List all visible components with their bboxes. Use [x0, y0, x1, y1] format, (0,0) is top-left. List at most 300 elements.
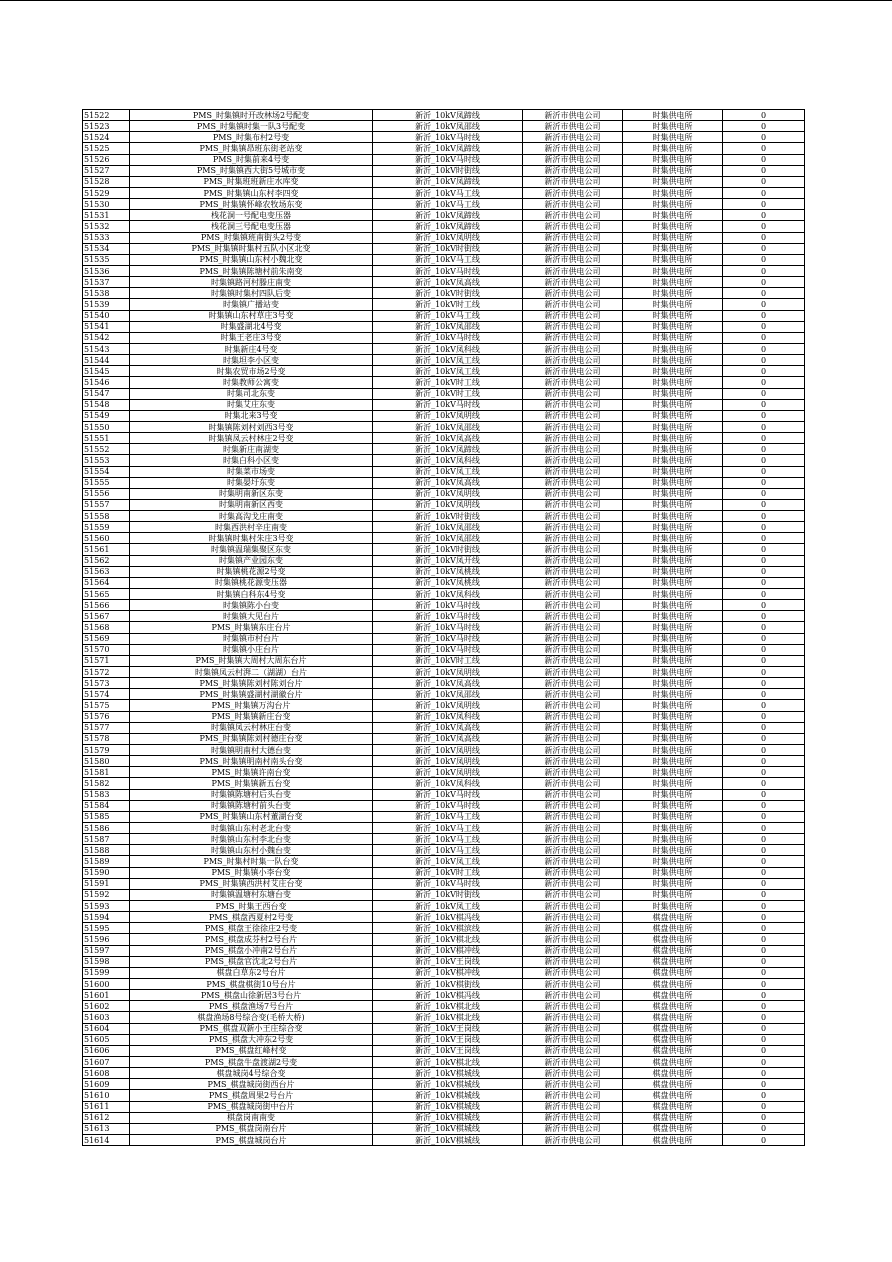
- feeder-line-cell: 新沂_10kV马时线: [373, 265, 523, 276]
- value-cell: 0: [723, 711, 805, 722]
- feeder-line-cell: 新沂_10kV马工线: [373, 823, 523, 834]
- company-cell: 新沂市供电公司: [523, 455, 623, 466]
- company-cell: 新沂市供电公司: [523, 811, 623, 822]
- value-cell: 0: [723, 488, 805, 499]
- company-cell: 新沂市供电公司: [523, 254, 623, 265]
- table-row: [83, 1090, 805, 1101]
- transformer-name-cell: PMS_棋盘王徐徐庄2号变: [130, 923, 373, 934]
- row-id-cell: 51539: [83, 299, 130, 310]
- row-id-cell: 51590: [83, 867, 130, 878]
- station-cell: 时集供电所: [623, 477, 723, 488]
- station-cell: 时集供电所: [623, 900, 723, 911]
- table-row: [83, 1023, 805, 1034]
- company-cell: 新沂市供电公司: [523, 421, 623, 432]
- table-row: [83, 555, 805, 566]
- table-row: [83, 433, 805, 444]
- station-cell: 时集供电所: [623, 176, 723, 187]
- company-cell: 新沂市供电公司: [523, 232, 623, 243]
- table-row: [83, 1134, 805, 1145]
- station-cell: 时集供电所: [623, 811, 723, 822]
- table-row: [83, 110, 805, 121]
- company-cell: 新沂市供电公司: [523, 923, 623, 934]
- value-cell: 0: [723, 477, 805, 488]
- transformer-name-cell: 时集教师公寓变: [130, 377, 373, 388]
- transformer-name-cell: PMS_时集班班新庄水库变: [130, 176, 373, 187]
- table-row: [83, 176, 805, 187]
- table-row: [83, 265, 805, 276]
- station-cell: 棋盘供电所: [623, 1045, 723, 1056]
- feeder-line-cell: 新沂_10kV凤开线: [373, 555, 523, 566]
- transformer-name-cell: PMS_棋盘周果2号台片: [130, 1090, 373, 1101]
- company-cell: 新沂市供电公司: [523, 756, 623, 767]
- feeder-line-cell: 新沂_10kV棋北线: [373, 1012, 523, 1023]
- table-row: [83, 132, 805, 143]
- station-cell: 时集供电所: [623, 533, 723, 544]
- feeder-line-cell: 新沂_10kV凤明线: [373, 410, 523, 421]
- row-id-cell: 51556: [83, 488, 130, 499]
- transformer-name-cell: 时集农贸市场2号变: [130, 366, 373, 377]
- value-cell: 0: [723, 366, 805, 377]
- station-cell: 棋盘供电所: [623, 1101, 723, 1112]
- feeder-line-cell: 新沂_10kV马时线: [373, 132, 523, 143]
- transformer-name-cell: 时集镇陈塘村前头台变: [130, 800, 373, 811]
- station-cell: 时集供电所: [623, 243, 723, 254]
- company-cell: 新沂市供电公司: [523, 477, 623, 488]
- transformer-name-cell: 时集镇明南村大德台变: [130, 745, 373, 756]
- transformer-name-cell: 时集新庄南湖变: [130, 444, 373, 455]
- feeder-line-cell: 新沂_10kV马工线: [373, 845, 523, 856]
- station-cell: 时集供电所: [623, 689, 723, 700]
- feeder-line-cell: 新沂_10kV凤蹄线: [373, 110, 523, 121]
- transformer-name-cell: 时集镇温塘村东塘台变: [130, 889, 373, 900]
- company-cell: 新沂市供电公司: [523, 388, 623, 399]
- top-rule: [0, 0, 892, 1]
- feeder-line-cell: 新沂_10kV马时线: [373, 611, 523, 622]
- row-id-cell: 51550: [83, 421, 130, 432]
- transformer-name-cell: PMS_时集镇昂班东街老站变: [130, 143, 373, 154]
- feeder-line-cell: 新沂_10kV凤明线: [373, 756, 523, 767]
- table-row: [83, 1056, 805, 1067]
- row-id-cell: 51601: [83, 990, 130, 1001]
- station-cell: 棋盘供电所: [623, 1090, 723, 1101]
- value-cell: 0: [723, 433, 805, 444]
- transformer-name-cell: PMS_棋盘小冲南2号台片: [130, 945, 373, 956]
- company-cell: 新沂市供电公司: [523, 956, 623, 967]
- value-cell: 0: [723, 589, 805, 600]
- value-cell: 0: [723, 466, 805, 477]
- station-cell: 时集供电所: [623, 455, 723, 466]
- value-cell: 0: [723, 511, 805, 522]
- table-row: [83, 477, 805, 488]
- row-id-cell: 51567: [83, 611, 130, 622]
- value-cell: 0: [723, 187, 805, 198]
- feeder-line-cell: 新沂_10kV凤科线: [373, 455, 523, 466]
- company-cell: 新沂市供电公司: [523, 700, 623, 711]
- company-cell: 新沂市供电公司: [523, 243, 623, 254]
- value-cell: 0: [723, 644, 805, 655]
- table-row: [83, 321, 805, 332]
- row-id-cell: 51531: [83, 210, 130, 221]
- station-cell: 时集供电所: [623, 299, 723, 310]
- company-cell: 新沂市供电公司: [523, 488, 623, 499]
- transformer-name-cell: 时集菜市场变: [130, 466, 373, 477]
- station-cell: 时集供电所: [623, 700, 723, 711]
- transformer-name-cell: 时集盛湖北4号变: [130, 321, 373, 332]
- transformer-name-cell: 时集镇山东村草庄3号变: [130, 310, 373, 321]
- feeder-line-cell: 新沂_10kV王岗线: [373, 1023, 523, 1034]
- company-cell: 新沂市供电公司: [523, 789, 623, 800]
- transformer-name-cell: PMS_棋盘成芬村2号台片: [130, 934, 373, 945]
- company-cell: 新沂市供电公司: [523, 978, 623, 989]
- table-row: [83, 143, 805, 154]
- row-id-cell: 51523: [83, 121, 130, 132]
- row-id-cell: 51563: [83, 566, 130, 577]
- row-id-cell: 51600: [83, 978, 130, 989]
- feeder-line-cell: 新沂_10kV棋冯线: [373, 990, 523, 1001]
- feeder-line-cell: 新沂_10kV棋冲线: [373, 945, 523, 956]
- station-cell: 时集供电所: [623, 511, 723, 522]
- feeder-line-cell: 新沂_10kV时街线: [373, 889, 523, 900]
- value-cell: 0: [723, 566, 805, 577]
- station-cell: 时集供电所: [623, 377, 723, 388]
- station-cell: 时集供电所: [623, 433, 723, 444]
- row-id-cell: 51587: [83, 834, 130, 845]
- row-id-cell: 51569: [83, 633, 130, 644]
- table-row: [83, 121, 805, 132]
- value-cell: 0: [723, 343, 805, 354]
- feeder-line-cell: 新沂_10kV棋冯线: [373, 912, 523, 923]
- table-row: [83, 733, 805, 744]
- company-cell: 新沂市供电公司: [523, 934, 623, 945]
- row-id-cell: 51529: [83, 187, 130, 198]
- company-cell: 新沂市供电公司: [523, 1134, 623, 1145]
- row-id-cell: 51575: [83, 700, 130, 711]
- feeder-line-cell: 新沂_10kV马时线: [373, 644, 523, 655]
- company-cell: 新沂市供电公司: [523, 733, 623, 744]
- table-body: [83, 110, 805, 1146]
- feeder-line-cell: 新沂_10kV马时线: [373, 633, 523, 644]
- station-cell: 时集供电所: [623, 143, 723, 154]
- transformer-name-cell: PMS_棋盘大冲东2号变: [130, 1034, 373, 1045]
- station-cell: 时集供电所: [623, 210, 723, 221]
- row-id-cell: 51527: [83, 165, 130, 176]
- transformer-name-cell: PMS_时集镇山东村小魏北变: [130, 254, 373, 265]
- table-row: [83, 611, 805, 622]
- transformer-name-cell: PMS_时集镇新五台变: [130, 778, 373, 789]
- station-cell: 时集供电所: [623, 655, 723, 666]
- value-cell: 0: [723, 288, 805, 299]
- company-cell: 新沂市供电公司: [523, 176, 623, 187]
- company-cell: 新沂市供电公司: [523, 1023, 623, 1034]
- transformer-name-cell: 时集镇山东村小魏台变: [130, 845, 373, 856]
- transformer-name-cell: 时集镇山东村老北台变: [130, 823, 373, 834]
- feeder-line-cell: 新沂_10kV凤邵线: [373, 533, 523, 544]
- feeder-line-cell: 新沂_10kV时街线: [373, 288, 523, 299]
- company-cell: 新沂市供电公司: [523, 466, 623, 477]
- table-row: [83, 299, 805, 310]
- value-cell: 0: [723, 243, 805, 254]
- feeder-line-cell: 新沂_10kV凤蹄线: [373, 210, 523, 221]
- company-cell: 新沂市供电公司: [523, 410, 623, 421]
- table-row: [83, 934, 805, 945]
- feeder-line-cell: 新沂_10kV凤高线: [373, 678, 523, 689]
- row-id-cell: 51602: [83, 1001, 130, 1012]
- row-id-cell: 51603: [83, 1012, 130, 1023]
- table-row: [83, 187, 805, 198]
- feeder-line-cell: 新沂_10kV凤蹄线: [373, 176, 523, 187]
- transformer-name-cell: PMS_时集镇许南台变: [130, 767, 373, 778]
- table-row: [83, 1112, 805, 1123]
- station-cell: 时集供电所: [623, 800, 723, 811]
- company-cell: 新沂市供电公司: [523, 555, 623, 566]
- company-cell: 新沂市供电公司: [523, 912, 623, 923]
- company-cell: 新沂市供电公司: [523, 566, 623, 577]
- value-cell: 0: [723, 889, 805, 900]
- company-cell: 新沂市供电公司: [523, 967, 623, 978]
- feeder-line-cell: 新沂_10kV棋城线: [373, 1123, 523, 1134]
- company-cell: 新沂市供电公司: [523, 711, 623, 722]
- feeder-line-cell: 新沂_10kV马时线: [373, 399, 523, 410]
- transformer-name-cell: PMS_棋盘城岗街西台片: [130, 1079, 373, 1090]
- feeder-line-cell: 新沂_10kV凤明线: [373, 700, 523, 711]
- value-cell: 0: [723, 845, 805, 856]
- company-cell: 新沂市供电公司: [523, 187, 623, 198]
- table-row: [83, 700, 805, 711]
- feeder-line-cell: 新沂_10kV王岗线: [373, 1034, 523, 1045]
- station-cell: 时集供电所: [623, 544, 723, 555]
- table-row: [83, 199, 805, 210]
- table-row: [83, 1034, 805, 1045]
- table-row: [83, 878, 805, 889]
- table-row: [83, 310, 805, 321]
- feeder-line-cell: 新沂_10kV马时线: [373, 878, 523, 889]
- transformer-name-cell: 时集白科小区变: [130, 455, 373, 466]
- feeder-line-cell: 新沂_10kV时街线: [373, 165, 523, 176]
- value-cell: 0: [723, 778, 805, 789]
- row-id-cell: 51566: [83, 600, 130, 611]
- station-cell: 时集供电所: [623, 265, 723, 276]
- table-row: [83, 377, 805, 388]
- table-row: [83, 154, 805, 165]
- table-row: [83, 767, 805, 778]
- transformer-name-cell: 时集镇陈塘村后头台变: [130, 789, 373, 800]
- value-cell: 0: [723, 678, 805, 689]
- company-cell: 新沂市供电公司: [523, 990, 623, 1001]
- company-cell: 新沂市供电公司: [523, 667, 623, 678]
- table-row: [83, 945, 805, 956]
- company-cell: 新沂市供电公司: [523, 778, 623, 789]
- station-cell: 时集供电所: [623, 154, 723, 165]
- transformer-name-cell: PMS_时集镇新庄台变: [130, 711, 373, 722]
- value-cell: 0: [723, 110, 805, 121]
- row-id-cell: 51538: [83, 288, 130, 299]
- row-id-cell: 51536: [83, 265, 130, 276]
- station-cell: 时集供电所: [623, 355, 723, 366]
- table-row: [83, 990, 805, 1001]
- value-cell: 0: [723, 1056, 805, 1067]
- transformer-name-cell: 时集镇时集村朱庄3号变: [130, 533, 373, 544]
- station-cell: 时集供电所: [623, 254, 723, 265]
- table-row: [83, 834, 805, 845]
- value-cell: 0: [723, 756, 805, 767]
- station-cell: 时集供电所: [623, 488, 723, 499]
- company-cell: 新沂市供电公司: [523, 544, 623, 555]
- table-row: [83, 277, 805, 288]
- company-cell: 新沂市供电公司: [523, 834, 623, 845]
- feeder-line-cell: 新沂_10kV凤邵线: [373, 421, 523, 432]
- value-cell: 0: [723, 800, 805, 811]
- value-cell: 0: [723, 154, 805, 165]
- row-id-cell: 51542: [83, 332, 130, 343]
- table-row: [83, 1012, 805, 1023]
- company-cell: 新沂市供电公司: [523, 199, 623, 210]
- value-cell: 0: [723, 611, 805, 622]
- row-id-cell: 51576: [83, 711, 130, 722]
- station-cell: 时集供电所: [623, 555, 723, 566]
- company-cell: 新沂市供电公司: [523, 589, 623, 600]
- company-cell: 新沂市供电公司: [523, 622, 623, 633]
- value-cell: 0: [723, 878, 805, 889]
- company-cell: 新沂市供电公司: [523, 377, 623, 388]
- company-cell: 新沂市供电公司: [523, 399, 623, 410]
- row-id-cell: 51534: [83, 243, 130, 254]
- transformer-name-cell: 时集明南新区东变: [130, 488, 373, 499]
- station-cell: 时集供电所: [623, 678, 723, 689]
- station-cell: 棋盘供电所: [623, 978, 723, 989]
- row-id-cell: 51595: [83, 923, 130, 934]
- station-cell: 时集供电所: [623, 199, 723, 210]
- table-row: [83, 689, 805, 700]
- table-row: [83, 366, 805, 377]
- company-cell: 新沂市供电公司: [523, 343, 623, 354]
- table-row: [83, 332, 805, 343]
- transformer-name-cell: 棋盘白草东2号台片: [130, 967, 373, 978]
- table-row: [83, 399, 805, 410]
- company-cell: 新沂市供电公司: [523, 745, 623, 756]
- table-row: [83, 577, 805, 588]
- station-cell: 时集供电所: [623, 667, 723, 678]
- table-row: [83, 823, 805, 834]
- row-id-cell: 51612: [83, 1112, 130, 1123]
- company-cell: 新沂市供电公司: [523, 433, 623, 444]
- company-cell: 新沂市供电公司: [523, 154, 623, 165]
- company-cell: 新沂市供电公司: [523, 522, 623, 533]
- transformer-name-cell: PMS_时集镇东庄台片: [130, 622, 373, 633]
- station-cell: 棋盘供电所: [623, 1056, 723, 1067]
- transformer-name-cell: 时集坦李小区变: [130, 355, 373, 366]
- company-cell: 新沂市供电公司: [523, 767, 623, 778]
- transformer-name-cell: 时集镇产业园东变: [130, 555, 373, 566]
- feeder-line-cell: 新沂_10kV凤工线: [373, 466, 523, 477]
- company-cell: 新沂市供电公司: [523, 867, 623, 878]
- station-cell: 时集供电所: [623, 232, 723, 243]
- table-row: [83, 633, 805, 644]
- station-cell: 时集供电所: [623, 756, 723, 767]
- table-row: [83, 956, 805, 967]
- company-cell: 新沂市供电公司: [523, 1012, 623, 1023]
- table-row: [83, 511, 805, 522]
- row-id-cell: 51564: [83, 577, 130, 588]
- station-cell: 棋盘供电所: [623, 1034, 723, 1045]
- station-cell: 时集供电所: [623, 878, 723, 889]
- feeder-line-cell: 新沂_10kV马工线: [373, 834, 523, 845]
- row-id-cell: 51526: [83, 154, 130, 165]
- value-cell: 0: [723, 210, 805, 221]
- value-cell: 0: [723, 689, 805, 700]
- table-row: [83, 243, 805, 254]
- transformer-name-cell: 时集镇小庄台片: [130, 644, 373, 655]
- company-cell: 新沂市供电公司: [523, 310, 623, 321]
- feeder-line-cell: 新沂_10kV棋北线: [373, 934, 523, 945]
- company-cell: 新沂市供电公司: [523, 644, 623, 655]
- row-id-cell: 51522: [83, 110, 130, 121]
- transformer-name-cell: PMS_棋盘山徐新居3号台片: [130, 990, 373, 1001]
- row-id-cell: 51577: [83, 722, 130, 733]
- station-cell: 时集供电所: [623, 165, 723, 176]
- table-row: [83, 455, 805, 466]
- station-cell: 时集供电所: [623, 310, 723, 321]
- feeder-line-cell: 新沂_10kV凤工线: [373, 856, 523, 867]
- table-row: [83, 355, 805, 366]
- transformer-name-cell: PMS_时集布村2号变: [130, 132, 373, 143]
- company-cell: 新沂市供电公司: [523, 299, 623, 310]
- station-cell: 时集供电所: [623, 466, 723, 477]
- transformer-name-cell: 时集镇温瑞集聚区东变: [130, 544, 373, 555]
- station-cell: 时集供电所: [623, 566, 723, 577]
- row-id-cell: 51540: [83, 310, 130, 321]
- company-cell: 新沂市供电公司: [523, 221, 623, 232]
- transformer-name-cell: 棋盘岗南南变: [130, 1112, 373, 1123]
- company-cell: 新沂市供电公司: [523, 110, 623, 121]
- feeder-line-cell: 新沂_10kV棋北线: [373, 1056, 523, 1067]
- value-cell: 0: [723, 834, 805, 845]
- value-cell: 0: [723, 1045, 805, 1056]
- transformer-name-cell: PMS_棋盘西夏村2号变: [130, 912, 373, 923]
- value-cell: 0: [723, 421, 805, 432]
- station-cell: 棋盘供电所: [623, 1079, 723, 1090]
- transformer-name-cell: 栈花洞三号配电变压器: [130, 221, 373, 232]
- table-row: [83, 867, 805, 878]
- company-cell: 新沂市供电公司: [523, 722, 623, 733]
- row-id-cell: 51588: [83, 845, 130, 856]
- transformer-name-cell: PMS_棋盘城岗台片: [130, 1134, 373, 1145]
- value-cell: 0: [723, 410, 805, 421]
- row-id-cell: 51580: [83, 756, 130, 767]
- table-row: [83, 889, 805, 900]
- table-row: [83, 789, 805, 800]
- station-cell: 时集供电所: [623, 343, 723, 354]
- value-cell: 0: [723, 789, 805, 800]
- row-id-cell: 51560: [83, 533, 130, 544]
- transformer-name-cell: PMS_棋盘红峰村变: [130, 1045, 373, 1056]
- company-cell: 新沂市供电公司: [523, 577, 623, 588]
- table-row: [83, 967, 805, 978]
- feeder-line-cell: 新沂_10kV凤邵线: [373, 321, 523, 332]
- row-id-cell: 51574: [83, 689, 130, 700]
- station-cell: 时集供电所: [623, 577, 723, 588]
- value-cell: 0: [723, 199, 805, 210]
- feeder-line-cell: 新沂_10kV凤桃线: [373, 566, 523, 577]
- value-cell: 0: [723, 332, 805, 343]
- company-cell: 新沂市供电公司: [523, 1045, 623, 1056]
- feeder-line-cell: 新沂_10kV凤高线: [373, 722, 523, 733]
- value-cell: 0: [723, 310, 805, 321]
- transformer-name-cell: 栈花洞一号配电变压器: [130, 210, 373, 221]
- table-row: [83, 678, 805, 689]
- value-cell: 0: [723, 912, 805, 923]
- station-cell: 时集供电所: [623, 767, 723, 778]
- row-id-cell: 51610: [83, 1090, 130, 1101]
